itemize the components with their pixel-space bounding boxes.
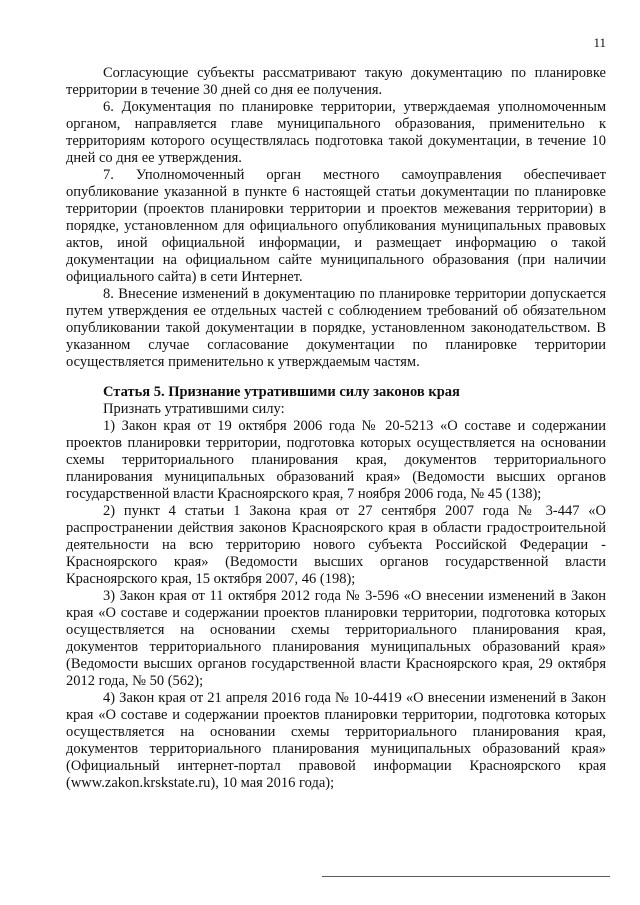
scan-line [322, 876, 610, 877]
article-5-intro: Признать утратившими силу: [103, 401, 285, 417]
article-5-heading: Статья 5. Признание утратившими силу законов края [103, 384, 460, 400]
paragraph-7: 7. Уполномоченный орган местного самоуправления обеспечивает опубликование указанной в пункте 6 настоящей статьи документации по планировке территории (проектов планировки территории и проектов межевания территории) в порядке, установленном для официального опубликования муниципальных правовых актов, иной официальной информации, и размещает информацию о такой документации на официальном сайте муниципального образования (при наличии официального сайта) в сети Интернет. [66, 167, 606, 285]
section-gap [66, 371, 606, 384]
repealed-law-item-3: 3) Закон края от 11 октября 2012 года № 3-596 «О внесении изменений в Закон края «О составе и содержании проектов планировки территории, подготовка которых осуществляется на основании схемы территориального планирования края, документов территориального планирования муниципальных образований края» (Ведомости высших органов государственной власти Красноярского края, 29 октября 2012 года, № 50 (562); [66, 588, 606, 689]
repealed-law-item-2: 2) пункт 4 статьи 1 Закона края от 27 сентября 2007 года № 3-447 «О распространении действия законов Красноярского края в области градостроительной деятельности на всю территорию нового субъекта Российской Федерации - Красноярского края» (Ведомости высших органов государственной власти Красноярского края, 15 октября 2007, 46 (198); [66, 503, 606, 587]
paragraph-approval-term: Согласующие субъекты рассматривают такую документацию по планировке территории в течение 30 дней со дня ее получения. [66, 65, 606, 98]
repealed-law-item-4: 4) Закон края от 21 апреля 2016 года № 10-4419 «О внесении изменений в Закон края «О составе и содержании проектов планировки территории, подготовка которых осуществляется на основании схемы территориального планирования края, документов территориального планирования муниципальных образований края» (Официальный интернет-портал правовой информации Красноярского края (www.zakon.krskstate.ru), 10 мая 2016 года); [66, 690, 606, 791]
document-body [66, 65, 606, 792]
page-number: 11 [593, 35, 606, 50]
paragraph-6: 6. Документация по планировке территории, утверждаемая уполномоченным органом, направляется главе муниципального образования, применительно к территориям которого осуществлялась подготовка такой документации, в течение 10 дней со дня ее утверждения. [66, 99, 606, 166]
repealed-law-item-1: 1) Закон края от 19 октября 2006 года № 20-5213 «О составе и содержании проектов планировки территории, подготовка которых осуществляется на основании схемы территориального планирования края, документов территориального планирования муниципальных образований края» (Ведомости высших органов государственной власти Красноярского края, 7 ноября 2006 года, № 45 (138); [66, 418, 606, 502]
paragraph-8: 8. Внесение изменений в документацию по планировке территории допускается путем утверждения ее отдельных частей с соблюдением требований об обязательном опубликовании такой документации в порядке, установленном законодательством. В указанном случае согласование документации по планировке территории осуществляется применительно к утверждаемым частям. [66, 286, 606, 370]
